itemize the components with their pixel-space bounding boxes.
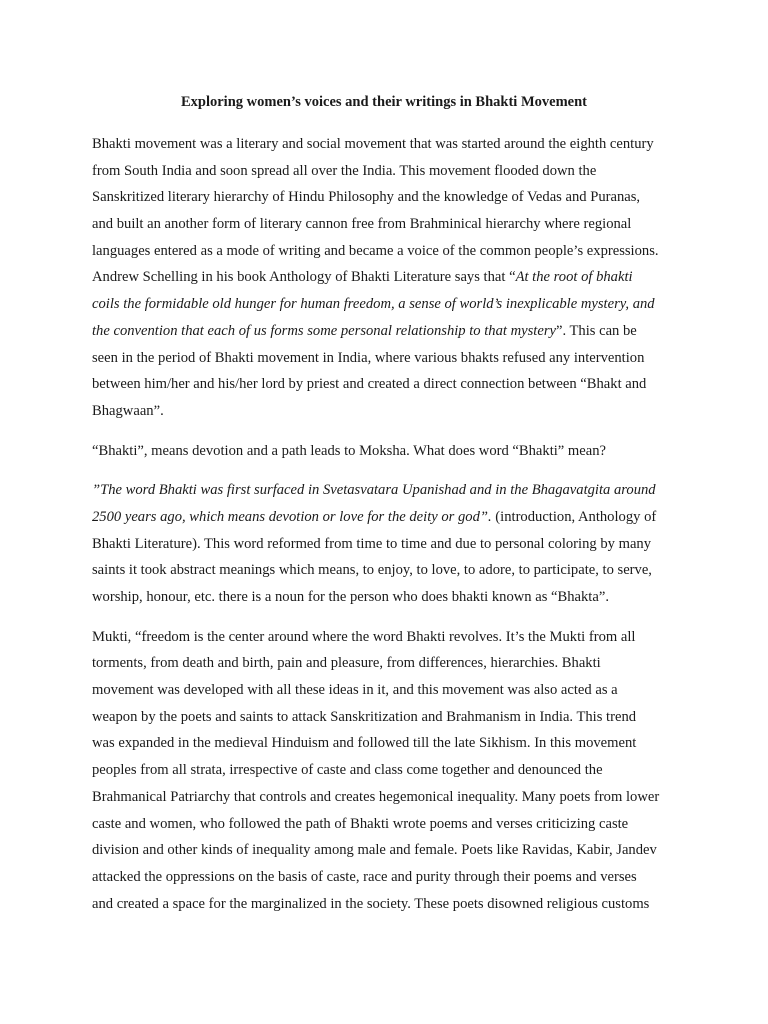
text-line: [92, 318, 692, 345]
text-line: was expanded in the medieval Hinduism and followed till the late Sikhism. In this movement: [92, 735, 637, 752]
text-run: ”. This can be: [555, 322, 637, 339]
text-line: “Bhakti”, means devotion and a path leads to Moksha. What does word “Bhakti” mean?: [92, 442, 607, 459]
text-line: [92, 504, 692, 531]
text-line: Mukti, “freedom is the center around where the word Bhakti revolves. It’s the Mukti from all: [92, 628, 636, 645]
text-line: torments, from death and birth, pain and pleasure, from differences, hierarchies. Bhakti: [92, 655, 601, 672]
text-line: Bhakti Literature). This word reformed from time to time and due to personal coloring by many: [92, 535, 652, 552]
text-line: attacked the oppressions on the basis of caste, race and purity through their poems and verses: [92, 868, 637, 885]
text-line: and built an another form of literary cannon free from Brahminical hierarchy where regional: [92, 216, 632, 233]
document-title: Exploring women’s voices and their writings in Bhakti Movement: [180, 94, 587, 110]
paragraph-intro: [92, 131, 692, 425]
text-line: movement was developed with all these ideas in it, and this movement was also acted as a: [92, 682, 618, 699]
paragraph-spacer: [92, 425, 692, 438]
text-line: Bhagwaan”.: [92, 402, 164, 419]
paragraph-spacer: [92, 464, 692, 477]
quote-italic: 2500 years ago, which means devotion or love for the deity or god”.: [92, 508, 492, 525]
text-line: weapon by the poets and saints to attack Sanskritization and Brahmanism in India. This trend: [92, 708, 637, 725]
text-line: saints it took abstract meanings which means, to enjoy, to love, to adore, to participate, to serve,: [92, 562, 652, 579]
text-line: division and other kinds of inequality among male and female. Poets like Ravidas, Kabir, Jandev: [92, 842, 657, 859]
text-line: and created a space for the marginalized in the society. These poets disowned religious customs: [92, 895, 650, 912]
text-line: [92, 264, 692, 291]
text-line: peoples from all strata, irrespective of caste and class come together and denounced the: [92, 762, 603, 779]
quote-line: ”The word Bhakti was first surfaced in Svetasvatara Upanishad and in the Bhagavatgita around: [92, 482, 656, 499]
text-run: Andrew Schelling in his book Anthology of Bhakti Literature says that “: [92, 269, 516, 286]
quote-italic: the convention that each of us forms some personal relationship to that mystery: [92, 322, 556, 339]
document-body: [92, 131, 692, 917]
text-line: Sanskritized literary hierarchy of Hindu Philosophy and the knowledge of Vedas and Puranas,: [92, 189, 641, 206]
quote-italic: At the root of bhakti: [515, 269, 633, 286]
text-line: languages entered as a mode of writing and became a voice of the common people’s expressions.: [92, 242, 659, 259]
text-line: caste and women, who followed the path of Bhakti wrote poems and verses criticizing caste: [92, 815, 629, 832]
text-line: Bhakti movement was a literary and social movement that was started around the eighth century: [92, 136, 654, 152]
quote-line: coils the formidable old hunger for human freedom, a sense of world’s inexplicable mystery, and: [92, 296, 655, 313]
paragraph-definition: [92, 477, 692, 610]
paragraph-mukti: [92, 624, 692, 918]
text-line: worship, honour, etc. there is a noun for the person who does bhakti known as “Bhakta”.: [92, 589, 609, 605]
paragraph-spacer: [92, 611, 692, 624]
paragraph-question: [92, 438, 692, 465]
text-line: seen in the period of Bhakti movement in India, where various bhakts refused any intervention: [92, 349, 645, 366]
text-run: (introduction, Anthology of: [491, 508, 657, 525]
text-line: from South India and soon spread all over the India. This movement flooded down the: [92, 162, 597, 179]
text-line: between him/her and his/her lord by priest and created a direct connection between “Bhakt and: [92, 376, 647, 393]
text-line: Brahmanical Patriarchy that controls and creates hegemonical inequality. Many poets from lower: [92, 788, 660, 805]
